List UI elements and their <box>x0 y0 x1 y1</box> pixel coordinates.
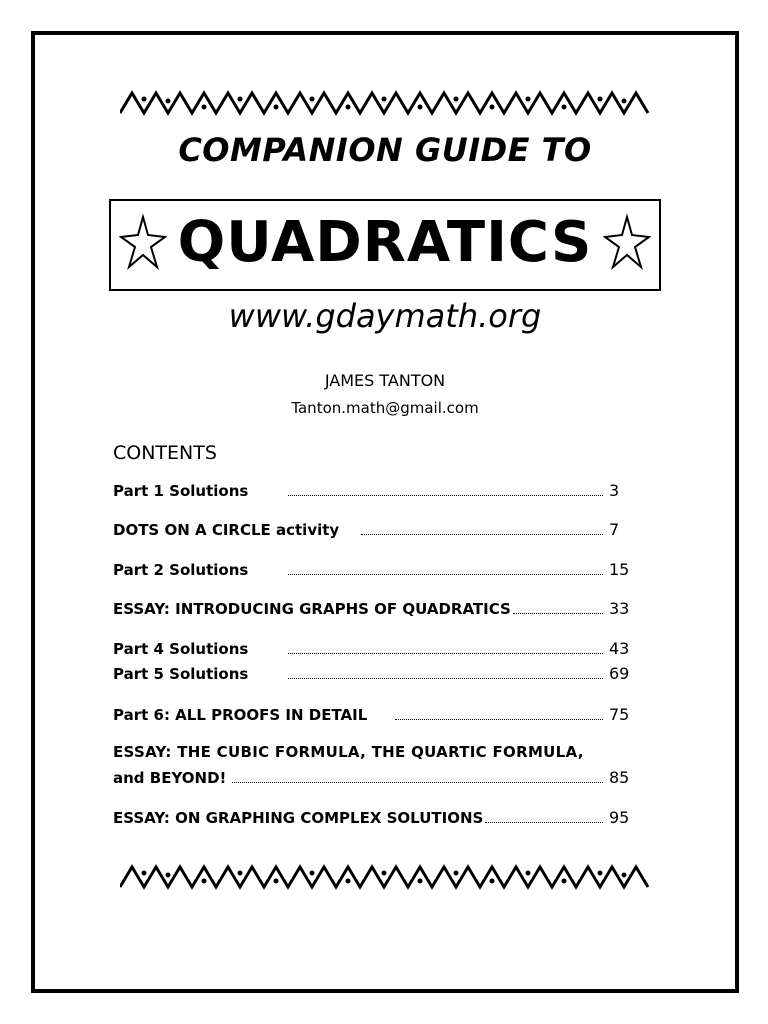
toc-entry-page: 7 <box>609 520 620 539</box>
contents-heading: CONTENTS <box>113 442 217 464</box>
toc-entry-label: ESSAY: INTRODUCING GRAPHS OF QUADRATICS <box>113 600 511 618</box>
toc-entry-page: 3 <box>609 481 620 500</box>
zigzag-border-bottom <box>120 861 650 891</box>
toc-entry-label-line1: ESSAY: THE CUBIC FORMULA, THE QUARTIC FORMULA, <box>113 743 584 761</box>
star-icon <box>603 213 651 271</box>
dot-leader <box>288 678 603 679</box>
toc-entry-label: Part 1 Solutions <box>113 482 249 500</box>
toc-entry-label: Part 5 Solutions <box>113 665 249 683</box>
toc-entry-label: Part 4 Solutions <box>113 640 249 658</box>
toc-entry-label: DOTS ON A CIRCLE activity <box>113 521 340 539</box>
author-name: JAMES TANTON <box>324 371 446 390</box>
dot-leader <box>485 822 603 823</box>
dot-leader <box>513 613 603 614</box>
dot-leader <box>288 495 603 496</box>
toc-entry-page: 85 <box>609 768 630 787</box>
toc-entry <box>113 768 633 790</box>
toc-entry-page: 15 <box>609 560 630 579</box>
toc-entry-page: 75 <box>609 705 630 724</box>
toc-entry <box>113 808 633 830</box>
toc-entry-label: Part 6: ALL PROOFS IN DETAIL <box>113 706 368 724</box>
dot-leader <box>232 782 603 783</box>
toc-entry <box>113 664 633 686</box>
toc-entry <box>113 639 633 661</box>
page-title: QUADRATICS <box>177 210 593 275</box>
zigzag-border-top <box>120 87 650 117</box>
toc-entry-page: 95 <box>609 808 630 827</box>
guide-subtitle: COMPANION GUIDE TO <box>178 131 592 169</box>
toc-entry-label-line2: and BEYOND! <box>113 769 227 787</box>
toc-entry <box>113 705 633 727</box>
author-email[interactable]: Tanton.math@gmail.com <box>291 399 479 417</box>
toc-entry <box>113 481 633 503</box>
toc-entry-page: 43 <box>609 639 630 658</box>
toc-entry <box>113 520 633 542</box>
dot-leader <box>361 534 603 535</box>
website-link[interactable]: www.gdaymath.org <box>228 297 542 335</box>
title-box <box>109 199 661 291</box>
dot-leader <box>395 719 603 720</box>
toc-entry-page: 69 <box>609 664 630 683</box>
toc-entry <box>113 599 633 621</box>
dot-leader <box>288 653 603 654</box>
toc-entry-page: 33 <box>609 599 630 618</box>
toc-entry <box>113 560 633 582</box>
page-border <box>31 31 739 993</box>
dot-leader <box>288 574 603 575</box>
toc-entry-label: ESSAY: ON GRAPHING COMPLEX SOLUTIONS <box>113 809 484 827</box>
toc-entry-label: Part 2 Solutions <box>113 561 249 579</box>
